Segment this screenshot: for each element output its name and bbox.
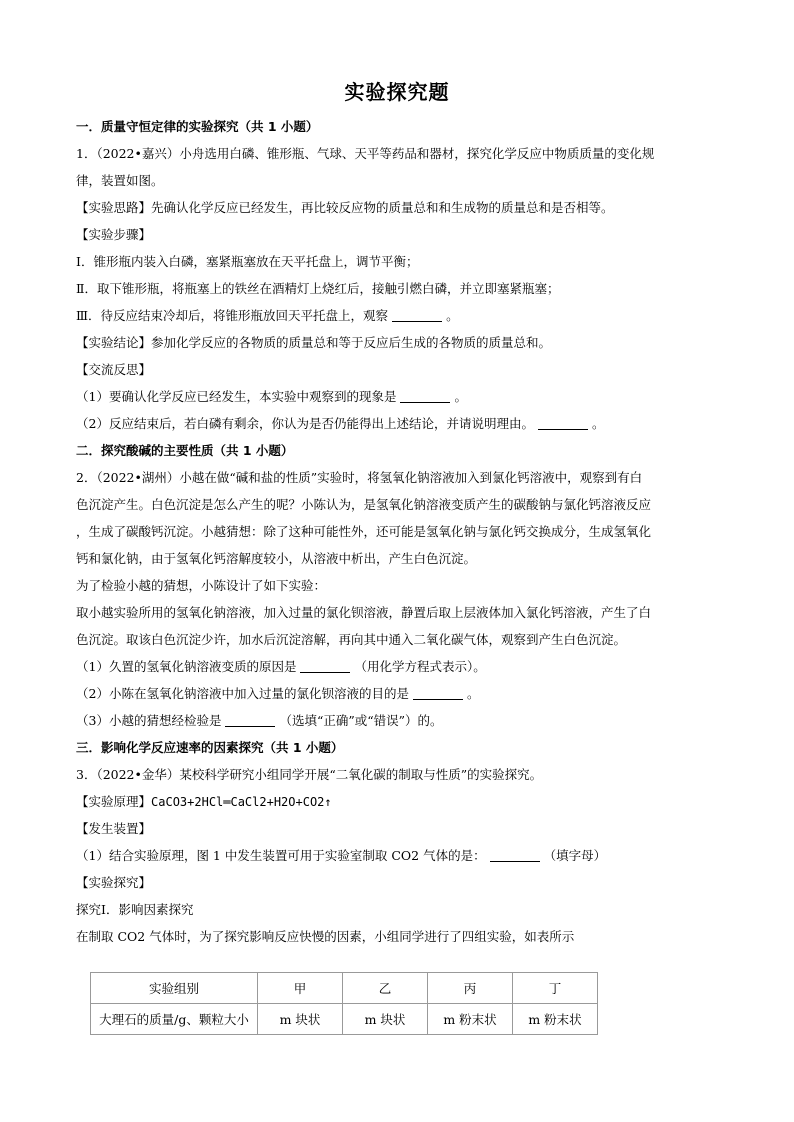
question-2-para-6: 取小越实验所用的氢氧化钠溶液，加入过量的氯化钡溶液，静置后取上层液体加入氯化钙溶液，产生了白 xyxy=(76,605,652,620)
section-heading-2: 二．探究酸碱的主要性质（共 1 小题） xyxy=(76,443,294,458)
table-cell: m 粉末状 xyxy=(513,1004,598,1035)
step-2: Ⅱ．取下锥形瓶，将瓶塞上的铁丝在酒精灯上烧红后，接触引燃白磷，并立即塞紧瓶塞； xyxy=(76,281,560,296)
principle-heading: 【实验原理】 xyxy=(76,794,152,809)
question-3-sub-1-text: （1）结合实验原理，图 1 中发生装置可用于实验室制取 CO2 气体的是： xyxy=(76,848,486,863)
reflection-question-1 xyxy=(76,388,467,406)
step-3-end: 。 xyxy=(446,308,459,323)
explore-1: 探究Ⅰ．影响因素探究 xyxy=(76,902,194,917)
reflection-question-1-end: 。 xyxy=(454,389,467,404)
question-2-sub-2-end: 。 xyxy=(466,686,480,701)
question-2-para-5: 为了检验小越的猜想，小陈设计了如下实验： xyxy=(76,578,327,593)
question-2-sub-2 xyxy=(76,685,479,703)
page-title: 实验探究题 xyxy=(344,80,450,104)
question-2-para-3: ，生成了碳酸钙沉淀。小越猜想：除了这种可能性外，还可能是氢氧化钠与氯化钙交换成分，生成氢氧化 xyxy=(76,524,652,539)
experiment-table xyxy=(90,972,598,1035)
answer-blank[interactable] xyxy=(413,687,463,700)
question-2-para-4: 钙和氯化钠，由于氢氧化钙溶解度较小，从溶液中析出，产生白色沉淀。 xyxy=(76,551,477,566)
table-header-cell: 甲 xyxy=(258,973,343,1004)
reflection-question-1-text: （1）要确认化学反应已经发生，本实验中观察到的现象是 xyxy=(76,389,397,404)
table-header-cell: 实验组别 xyxy=(91,973,258,1004)
question-2-para-1: 2．（2022•湖州）小越在做“碱和盐的性质”实验时，将氢氧化钠溶液加入到氯化钙溶液中，观察到有白 xyxy=(76,470,643,485)
table-cell: m 块状 xyxy=(258,1004,343,1035)
table-row xyxy=(91,1004,598,1035)
question-3-sub-1-end: （填字母） xyxy=(543,848,607,863)
table-header-cell: 丙 xyxy=(428,973,513,1004)
question-3-sub-1 xyxy=(76,847,606,865)
section-heading-3: 三．影响化学反应速率的因素探究（共 1 小题） xyxy=(76,740,344,755)
reflection-question-2-text: （2）反应结束后，若白磷有剩余，你认为是否仍能得出上述结论，并请说明理由。 xyxy=(76,416,534,431)
question-3-text: 3．（2022•金华）某校科学研究小组同学开展“二氧化碳的制取与性质”的实验探究。 xyxy=(76,767,543,782)
question-2-sub-3-end: （选填“正确”或“错误”）的。 xyxy=(279,713,443,728)
step-1: Ⅰ．锥形瓶内装入白磷，塞紧瓶塞放在天平托盘上，调节平衡； xyxy=(76,254,419,269)
reflection-heading: 【交流反思】 xyxy=(76,362,152,377)
answer-blank[interactable] xyxy=(225,714,275,727)
reflection-question-2 xyxy=(76,415,604,433)
question-1-text-cont: 律，装置如图。 xyxy=(76,173,164,188)
question-2-sub-3 xyxy=(76,712,443,730)
experiment-idea: 【实验思路】先确认化学反应已经发生，再比较反应物的质量总和和生成物的质量总和是否相等。 xyxy=(76,200,614,215)
table-header-row xyxy=(91,973,598,1004)
section-heading-1: 一．质量守恒定律的实验探究（共 1 小题） xyxy=(76,119,319,134)
reflection-question-2-end: 。 xyxy=(591,416,605,431)
steps-heading: 【实验步骤】 xyxy=(76,227,152,242)
question-2-para-2: 色沉淀产生。白色沉淀是怎么产生的呢？小陈认为，是氢氧化钠溶液变质产生的碳酸钠与氯化钙溶液反应 xyxy=(76,497,652,512)
answer-blank[interactable] xyxy=(400,390,450,403)
answer-blank[interactable] xyxy=(300,660,350,673)
table-header-cell: 乙 xyxy=(343,973,428,1004)
table-header-cell: 丁 xyxy=(513,973,598,1004)
device-heading: 【发生装置】 xyxy=(76,821,152,836)
answer-blank[interactable] xyxy=(490,849,540,862)
question-1-text: 1．（2022•嘉兴）小舟选用白磷、锥形瓶、气球、天平等药品和器材，探究化学反应中物质质量的变化规 xyxy=(76,146,655,161)
question-2-sub-2-text: （2）小陈在氢氧化钠溶液中加入过量的氯化钡溶液的目的是 xyxy=(76,686,409,701)
question-2-sub-1-end: （用化学方程式表示）。 xyxy=(354,659,486,674)
question-2-para-7: 色沉淀。取该白色沉淀少许，加水后沉淀溶解，再向其中通入二氧化碳气体，观察到产生白色沉淀。 xyxy=(76,632,627,647)
step-3-text: Ⅲ．待反应结束冷却后，将锥形瓶放回天平托盘上，观察 xyxy=(76,308,389,323)
table-cell: m 粉末状 xyxy=(428,1004,513,1035)
explore-intro: 在制取 CO2 气体时，为了探究影响反应快慢的因素，小组同学进行了四组实验，如表所示 xyxy=(76,929,575,944)
experiment-principle xyxy=(76,793,332,811)
chemical-equation: CaCO3+2HCl═CaCl2+H2O+CO2↑ xyxy=(151,795,332,809)
table-cell: 大理石的质量/g、颗粒大小 xyxy=(91,1004,258,1035)
answer-blank[interactable] xyxy=(538,417,588,430)
explore-heading: 【实验探究】 xyxy=(76,875,152,890)
step-3 xyxy=(76,307,459,325)
table-cell: m 块状 xyxy=(343,1004,428,1035)
experiment-conclusion: 【实验结论】参加化学反应的各物质的质量总和等于反应后生成的各物质的质量总和。 xyxy=(76,335,552,350)
answer-blank[interactable] xyxy=(392,309,442,322)
question-2-sub-3-text: （3）小越的猜想经检验是 xyxy=(76,713,222,728)
question-2-sub-1 xyxy=(76,658,486,676)
question-2-sub-1-text: （1）久置的氢氧化钠溶液变质的原因是 xyxy=(76,659,297,674)
